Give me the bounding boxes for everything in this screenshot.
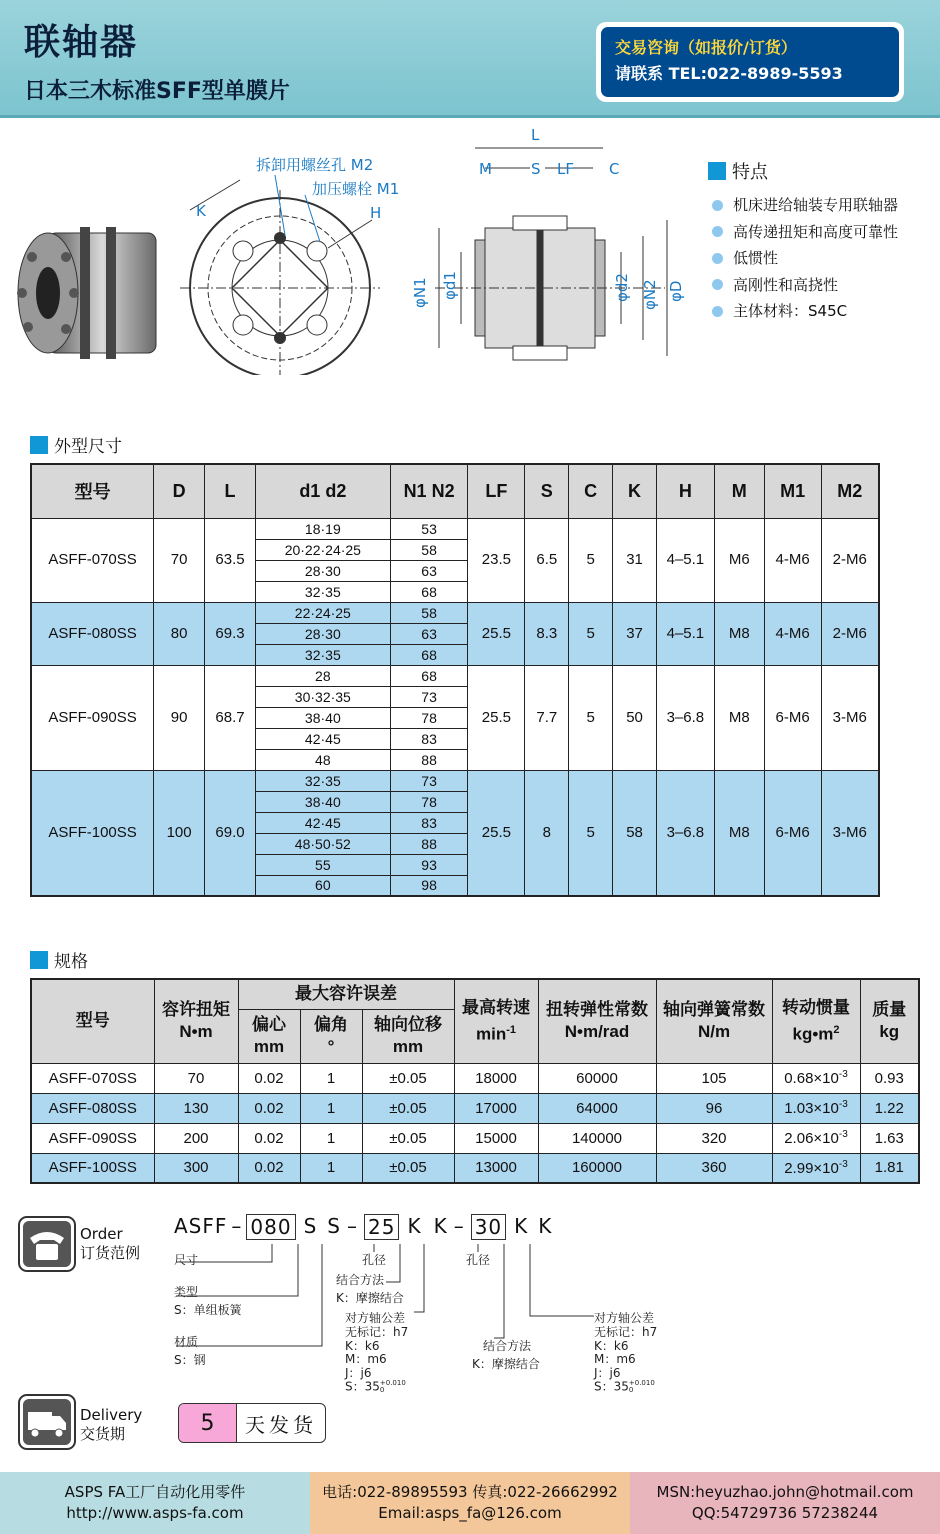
bore-cell: 55 bbox=[255, 854, 390, 875]
footer-website-link[interactable]: http://www.asps-fa.com bbox=[66, 1504, 244, 1522]
ecc-cell: 0.02 bbox=[238, 1093, 300, 1123]
col-header-stiffness: 扭转弹性常数 N•m/rad bbox=[538, 979, 656, 1063]
label-k: K bbox=[196, 202, 206, 220]
col-header-angle: 偏角 ° bbox=[300, 1009, 362, 1063]
table-row bbox=[31, 518, 879, 539]
m1-cell: 6-M6 bbox=[764, 665, 821, 770]
bore-cell: 22·24·25 bbox=[255, 602, 390, 623]
speed-cell: 13000 bbox=[454, 1153, 538, 1183]
k-cell: 58 bbox=[613, 770, 657, 896]
order-type-label: 类型 bbox=[174, 1285, 199, 1299]
m2-cell: 2-M6 bbox=[821, 518, 879, 602]
bore-cell: 18·19 bbox=[255, 518, 390, 539]
contact-line2: 请联系 TEL:022-8989-5593 bbox=[615, 64, 843, 83]
spring-cell: 105 bbox=[656, 1063, 772, 1093]
axial-cell: ±0.05 bbox=[362, 1063, 454, 1093]
ecc-cell: 0.02 bbox=[238, 1153, 300, 1183]
hub-cell: 83 bbox=[390, 812, 468, 833]
bullet-icon bbox=[712, 306, 723, 317]
table-header-row bbox=[31, 464, 879, 518]
table-row bbox=[31, 770, 879, 791]
order-fit-value: K：摩擦结合 bbox=[336, 1291, 404, 1305]
ang-cell: 1 bbox=[300, 1093, 362, 1123]
mass-cell: 0.93 bbox=[860, 1063, 919, 1093]
order-tol-list: 无标记：h7 K：k6 M：m6 J：j6 S：35 +0.010 0 bbox=[345, 1325, 409, 1394]
order-fit2-value: K：摩擦结合 bbox=[472, 1357, 540, 1371]
bore-cell: 42·45 bbox=[255, 728, 390, 749]
dims-title: 外型尺寸 bbox=[54, 437, 122, 457]
spring-cell: 320 bbox=[656, 1123, 772, 1153]
hub-cell: 73 bbox=[390, 686, 468, 707]
bullet-icon bbox=[712, 226, 723, 237]
page-title: 联轴器 bbox=[24, 22, 139, 63]
footer-phone: 电话:022-89895593 传真:022-26662992 Email:asps_fa@126.com bbox=[310, 1472, 630, 1534]
order-title: Order 订货范例 bbox=[80, 1225, 141, 1262]
label-n2: φN2 bbox=[641, 279, 659, 310]
table-header-row bbox=[31, 979, 919, 1009]
d-cell: 90 bbox=[154, 665, 205, 770]
stiff-cell: 60000 bbox=[538, 1063, 656, 1093]
col-header: LF bbox=[468, 464, 525, 518]
torque-cell: 300 bbox=[154, 1153, 238, 1183]
order-bore2-label: 孔径 bbox=[466, 1253, 491, 1267]
col-header: M bbox=[714, 464, 764, 518]
order-material-value: S：钢 bbox=[174, 1353, 206, 1367]
hub-cell: 98 bbox=[390, 875, 468, 896]
table-row bbox=[31, 602, 879, 623]
stiff-cell: 140000 bbox=[538, 1123, 656, 1153]
col-header: M2 bbox=[821, 464, 879, 518]
m1-cell: 6-M6 bbox=[764, 770, 821, 896]
speed-cell: 18000 bbox=[454, 1063, 538, 1093]
lf-cell: 25.5 bbox=[468, 602, 525, 665]
phone-icon bbox=[18, 1216, 76, 1272]
delivery-days: 5 bbox=[179, 1404, 237, 1442]
inertia-cell: $2.06\times 10^{-3}$ bbox=[772, 1123, 860, 1153]
model-cell: ASFF-080SS bbox=[31, 602, 154, 665]
hub-cell: 93 bbox=[390, 854, 468, 875]
l-cell: 69.3 bbox=[205, 602, 256, 665]
mass-cell: 1.22 bbox=[860, 1093, 919, 1123]
axial-cell: ±0.05 bbox=[362, 1153, 454, 1183]
s-cell: 6.5 bbox=[525, 518, 569, 602]
spring-cell: 96 bbox=[656, 1093, 772, 1123]
s-cell: 8 bbox=[525, 770, 569, 896]
l-cell: 63.5 bbox=[205, 518, 256, 602]
delivery-title: Delivery 交货期 bbox=[80, 1406, 143, 1443]
c-cell: 5 bbox=[569, 602, 613, 665]
specs-table bbox=[30, 978, 920, 1184]
section-square-icon bbox=[708, 162, 726, 180]
dimensions-table bbox=[30, 463, 880, 897]
col-header: S bbox=[525, 464, 569, 518]
ang-cell: 1 bbox=[300, 1063, 362, 1093]
hub-cell: 58 bbox=[390, 602, 468, 623]
model-cell: ASFF-070SS bbox=[31, 1063, 154, 1093]
axial-cell: ±0.05 bbox=[362, 1093, 454, 1123]
page-header bbox=[0, 0, 940, 118]
k-cell: 31 bbox=[613, 518, 657, 602]
order-type-value: S：单组板簧 bbox=[174, 1303, 242, 1317]
m-cell: M8 bbox=[714, 602, 764, 665]
bore-cell: 60 bbox=[255, 875, 390, 896]
list-item: 低惯性 bbox=[712, 245, 898, 272]
bore-cell: 28 bbox=[255, 665, 390, 686]
side-view-drawing bbox=[405, 120, 695, 375]
front-view-drawing bbox=[180, 150, 420, 375]
ecc-cell: 0.02 bbox=[238, 1123, 300, 1153]
m2-cell: 3-M6 bbox=[821, 665, 879, 770]
bullet-icon bbox=[712, 253, 723, 264]
truck-icon bbox=[18, 1394, 76, 1450]
label-m: M bbox=[479, 160, 492, 178]
table-row bbox=[31, 1063, 919, 1093]
bore-cell: 32·35 bbox=[255, 581, 390, 602]
features-heading bbox=[708, 158, 768, 184]
hub-cell: 83 bbox=[390, 728, 468, 749]
list-item: 主体材料：S45C bbox=[712, 298, 898, 325]
bore-cell: 32·35 bbox=[255, 770, 390, 791]
speed-cell: 15000 bbox=[454, 1123, 538, 1153]
bore-cell: 30·32·35 bbox=[255, 686, 390, 707]
lf-cell: 23.5 bbox=[468, 518, 525, 602]
m1-cell: 4-M6 bbox=[764, 518, 821, 602]
d-cell: 80 bbox=[154, 602, 205, 665]
bore-cell: 48·50·52 bbox=[255, 833, 390, 854]
speed-cell: 17000 bbox=[454, 1093, 538, 1123]
m-cell: M8 bbox=[714, 665, 764, 770]
list-item: 机床进给轴装专用联轴器 bbox=[712, 192, 898, 219]
m-cell: M8 bbox=[714, 770, 764, 896]
l-cell: 69.0 bbox=[205, 770, 256, 896]
table-row bbox=[31, 1153, 919, 1183]
inertia-cell: $1.03\times 10^{-3}$ bbox=[772, 1093, 860, 1123]
col-header-spring: 轴向弹簧常数 N/m bbox=[656, 979, 772, 1063]
c-cell: 5 bbox=[569, 665, 613, 770]
model-cell: ASFF-090SS bbox=[31, 665, 154, 770]
ecc-cell: 0.02 bbox=[238, 1063, 300, 1093]
section-square-icon bbox=[30, 436, 48, 454]
lf-cell: 25.5 bbox=[468, 770, 525, 896]
model-cell: ASFF-070SS bbox=[31, 518, 154, 602]
col-header: M1 bbox=[764, 464, 821, 518]
label-n1: φN1 bbox=[411, 277, 429, 308]
model-cell: ASFF-100SS bbox=[31, 770, 154, 896]
inertia-cell: $2.99\times 10^{-3}$ bbox=[772, 1153, 860, 1183]
label-d1: φd1 bbox=[441, 271, 459, 300]
col-header: L bbox=[205, 464, 256, 518]
list-item: 高刚性和高挠性 bbox=[712, 272, 898, 299]
order-material-label: 材质 bbox=[174, 1335, 199, 1349]
ang-cell: 1 bbox=[300, 1123, 362, 1153]
k-cell: 50 bbox=[613, 665, 657, 770]
label-press-bolt: 加压螺栓 M1 bbox=[312, 180, 400, 198]
d-cell: 70 bbox=[154, 518, 205, 602]
s-cell: 7.7 bbox=[525, 665, 569, 770]
specs-heading bbox=[30, 947, 88, 972]
page-subtitle: 日本三木标准SFF型单膜片 bbox=[24, 79, 290, 104]
col-header-axial: 轴向位移 mm bbox=[362, 1009, 454, 1063]
bullet-icon bbox=[712, 200, 723, 211]
col-header: 型号 bbox=[31, 464, 154, 518]
m2-cell: 2-M6 bbox=[821, 602, 879, 665]
list-item: 高传递扭矩和高度可靠性 bbox=[712, 219, 898, 246]
bore-cell: 20·22·24·25 bbox=[255, 539, 390, 560]
label-h: H bbox=[370, 204, 382, 222]
label-s: S bbox=[531, 160, 541, 178]
model-cell: ASFF-080SS bbox=[31, 1093, 154, 1123]
footer-company: ASPS FA工厂自动化用零件 http://www.asps-fa.com bbox=[0, 1472, 310, 1534]
hub-cell: 88 bbox=[390, 749, 468, 770]
l-cell: 68.7 bbox=[205, 665, 256, 770]
s-cell: 8.3 bbox=[525, 602, 569, 665]
hub-cell: 88 bbox=[390, 833, 468, 854]
dims-heading bbox=[30, 432, 122, 457]
torque-cell: 200 bbox=[154, 1123, 238, 1153]
bore-cell: 32·35 bbox=[255, 644, 390, 665]
order-code: ASFF – 080 S S – 25 K K – 30 K K bbox=[174, 1214, 553, 1239]
hub-cell: 68 bbox=[390, 581, 468, 602]
col-header-model: 型号 bbox=[31, 979, 154, 1063]
col-header: K bbox=[613, 464, 657, 518]
bore-cell: 38·40 bbox=[255, 707, 390, 728]
contact-line1: 交易咨询（如报价/订货） bbox=[615, 38, 797, 57]
mass-cell: 1.81 bbox=[860, 1153, 919, 1183]
model-cell: ASFF-090SS bbox=[31, 1123, 154, 1153]
bore-cell: 42·45 bbox=[255, 812, 390, 833]
hub-cell: 73 bbox=[390, 770, 468, 791]
hub-cell: 68 bbox=[390, 644, 468, 665]
hub-cell: 78 bbox=[390, 707, 468, 728]
footer-im: MSN:heyuzhao.john@hotmail.com QQ:54729736 57238244 bbox=[630, 1472, 940, 1534]
col-header: C bbox=[569, 464, 613, 518]
hub-cell: 53 bbox=[390, 518, 468, 539]
inertia-cell: $0.68\times 10^{-3}$ bbox=[772, 1063, 860, 1093]
specs-title: 规格 bbox=[54, 952, 88, 972]
mass-cell: 1.63 bbox=[860, 1123, 919, 1153]
bullet-icon bbox=[712, 279, 723, 290]
table-row bbox=[31, 1093, 919, 1123]
order-bore-label: 孔径 bbox=[362, 1253, 387, 1267]
delivery-label: 天发货 bbox=[245, 1412, 317, 1437]
model-cell: ASFF-100SS bbox=[31, 1153, 154, 1183]
bore-cell: 28·30 bbox=[255, 560, 390, 581]
torque-cell: 130 bbox=[154, 1093, 238, 1123]
lf-cell: 25.5 bbox=[468, 665, 525, 770]
col-header: D bbox=[154, 464, 205, 518]
torque-cell: 70 bbox=[154, 1063, 238, 1093]
col-header-inertia: 转动惯量 $kg•m^2$ bbox=[772, 979, 860, 1063]
col-header: N1 N2 bbox=[390, 464, 468, 518]
m1-cell: 4-M6 bbox=[764, 602, 821, 665]
delivery-box bbox=[178, 1403, 326, 1443]
footer bbox=[0, 1472, 940, 1534]
order-tol2-list: 无标记：h7 K：k6 M：m6 J：j6 S：35 +0.010 0 bbox=[594, 1325, 658, 1394]
order-tol-label: 对方轴公差 bbox=[345, 1311, 406, 1325]
ang-cell: 1 bbox=[300, 1153, 362, 1183]
label-l: L bbox=[531, 126, 540, 144]
order-fit2-label: 结合方法 bbox=[483, 1339, 532, 1353]
hub-cell: 63 bbox=[390, 623, 468, 644]
table-row bbox=[31, 1123, 919, 1153]
c-cell: 5 bbox=[569, 770, 613, 896]
features-list bbox=[712, 192, 898, 325]
h-cell: 3–6.8 bbox=[656, 665, 714, 770]
contact-box bbox=[596, 22, 904, 102]
label-d2: φd2 bbox=[613, 273, 631, 302]
k-cell: 37 bbox=[613, 602, 657, 665]
m2-cell: 3-M6 bbox=[821, 770, 879, 896]
bore-cell: 28·30 bbox=[255, 623, 390, 644]
axial-cell: ±0.05 bbox=[362, 1123, 454, 1153]
features-title: 特点 bbox=[732, 162, 768, 183]
col-header-torque: 容许扭矩 N•m bbox=[154, 979, 238, 1063]
stiff-cell: 160000 bbox=[538, 1153, 656, 1183]
col-header-error: 最大容许误差 bbox=[238, 979, 454, 1009]
table-row bbox=[31, 665, 879, 686]
hub-cell: 78 bbox=[390, 791, 468, 812]
col-header-ecc: 偏心 mm bbox=[238, 1009, 300, 1063]
label-d: φD bbox=[667, 280, 685, 302]
label-lf: LF bbox=[557, 160, 574, 178]
hub-cell: 68 bbox=[390, 665, 468, 686]
col-header: H bbox=[656, 464, 714, 518]
footer-email-link[interactable]: Email:asps_fa@126.com bbox=[378, 1504, 562, 1522]
spring-cell: 360 bbox=[656, 1153, 772, 1183]
section-square-icon bbox=[30, 951, 48, 969]
d-cell: 100 bbox=[154, 770, 205, 896]
bore-cell: 48 bbox=[255, 749, 390, 770]
c-cell: 5 bbox=[569, 518, 613, 602]
col-header-speed: 最高转速 $\min^{-1}$ bbox=[454, 979, 538, 1063]
hub-cell: 58 bbox=[390, 539, 468, 560]
h-cell: 4–5.1 bbox=[656, 518, 714, 602]
bore-cell: 38·40 bbox=[255, 791, 390, 812]
label-remove-screw: 拆卸用螺丝孔 M2 bbox=[256, 156, 374, 174]
h-cell: 4–5.1 bbox=[656, 602, 714, 665]
order-size-label: 尺寸 bbox=[174, 1253, 199, 1267]
order-fit-label: 结合方法 bbox=[336, 1273, 385, 1287]
col-header-mass: 质量 kg bbox=[860, 979, 919, 1063]
h-cell: 3–6.8 bbox=[656, 770, 714, 896]
coupling-photo bbox=[8, 215, 180, 375]
stiff-cell: 64000 bbox=[538, 1093, 656, 1123]
col-header: d1 d2 bbox=[255, 464, 390, 518]
hub-cell: 63 bbox=[390, 560, 468, 581]
label-c: C bbox=[609, 160, 620, 178]
order-tol2-label: 对方轴公差 bbox=[594, 1311, 655, 1325]
m-cell: M6 bbox=[714, 518, 764, 602]
